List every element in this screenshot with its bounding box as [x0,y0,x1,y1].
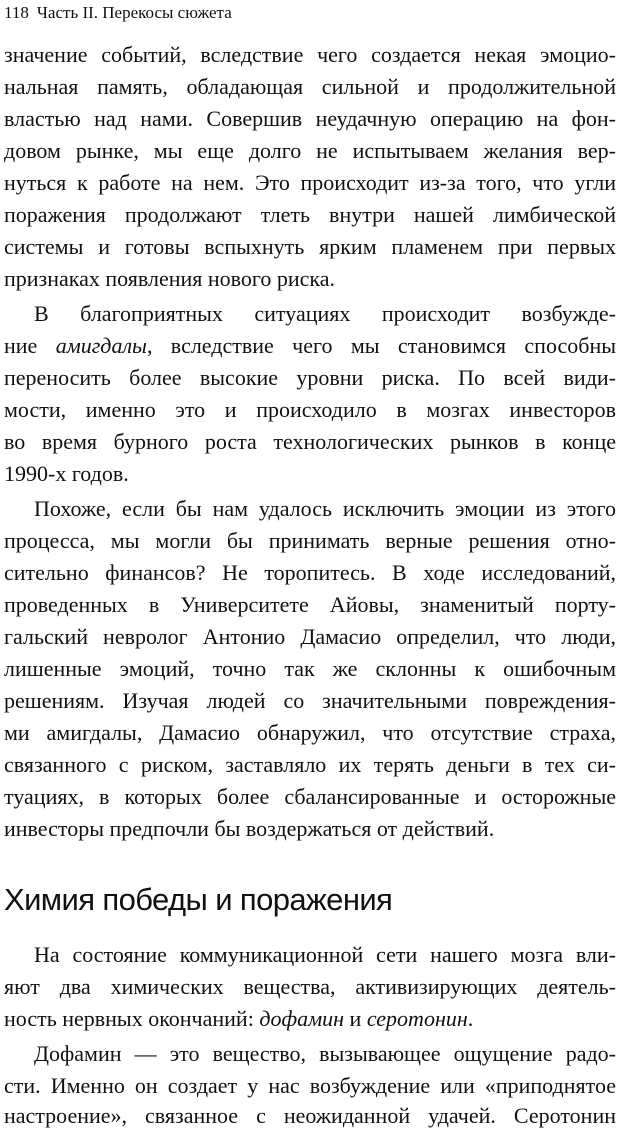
text-line: сительно финансов? Не торопитесь. В ходе исследований, [4,560,616,585]
running-head [4,2,232,24]
text-line: во время бурного роста технологических рынков в конце [4,429,616,454]
text-line: мости, именно это и происходило в мозгах инвесторов [4,397,616,422]
text-line: инвесторы предпочли бы воздержаться от действий. [4,816,495,841]
italic-term: дофамин [259,1006,345,1031]
text-line: значение событий, вследствие чего создается некая эмоцио- [4,42,616,67]
text-line: довом рынке, мы еще долго не испытываем желания вер- [4,138,616,163]
text-line: лишенные эмоций, точно так же склонны к ошибочным [4,656,616,681]
text-line: сти. Именно он создает у нас возбуждение или «приподнятое [4,1073,616,1098]
text-line: яют два химических вещества, активизирующих деятель- [4,974,616,999]
text-line: решениям. Изучая людей со значительными повреждения- [4,688,616,713]
italic-term: амигдалы [55,333,147,358]
text-line: туациях, в которых более сбалансированные и осторожные [4,784,616,809]
text-line: нальная память, обладающая сильной и продолжительной [4,74,616,99]
text-line: властью над нами. Совершив неудачную операцию на фон- [4,106,616,131]
text-line: ние амигдалы, вследствие чего мы становимся способны [4,333,617,358]
text-line: процесса, мы могли бы принимать верные решения отно- [4,528,616,553]
text-line: настроение», связанное с неожиданной удачей. Серотонин [4,1103,616,1128]
text-line: нуться к работе на нем. Это происходит из-за того, что угли [4,170,616,195]
text-line: системы и готовы вспыхнуть ярким пламенем при первых [4,234,616,259]
text-line: гальский невролог Антонио Дамасио определил, что люди, [4,624,616,649]
text-line: ми амигдалы, Дамасио обнаружил, что отсутствие страха, [4,720,616,745]
text-line: ность нервных окончаний: дофамин и серотонин. [4,1006,474,1031]
text-line: проведенных в Университете Айовы, знаменитый порту- [4,592,616,617]
text-line: поражения продолжают тлеть внутри нашей лимбической [4,202,616,227]
text-line: признаках появления нового риска. [4,266,336,291]
text-line: переносить более высокие уровни риска. По всей види- [4,365,616,390]
page-number: 118 [4,3,29,22]
section-heading: Химия победы и поражения [4,882,393,917]
italic-term: серотонин [366,1006,468,1031]
text-line: На состояние коммуникационной сети нашего мозга вли- [34,942,616,967]
text-line: В благоприятных ситуациях происходит возбужде- [34,301,616,326]
text-line: 1990-х годов. [4,461,129,486]
text-line: Дофамин — это вещество, вызывающее ощущение радо- [34,1041,616,1066]
text-line: Похоже, если бы нам удалось исключить эмоции из этого [34,496,616,521]
text-line: связанного с риском, заставляло их терять деньги в тех си- [4,752,616,777]
running-head-title: Часть II. Перекосы сюжета [36,3,232,22]
